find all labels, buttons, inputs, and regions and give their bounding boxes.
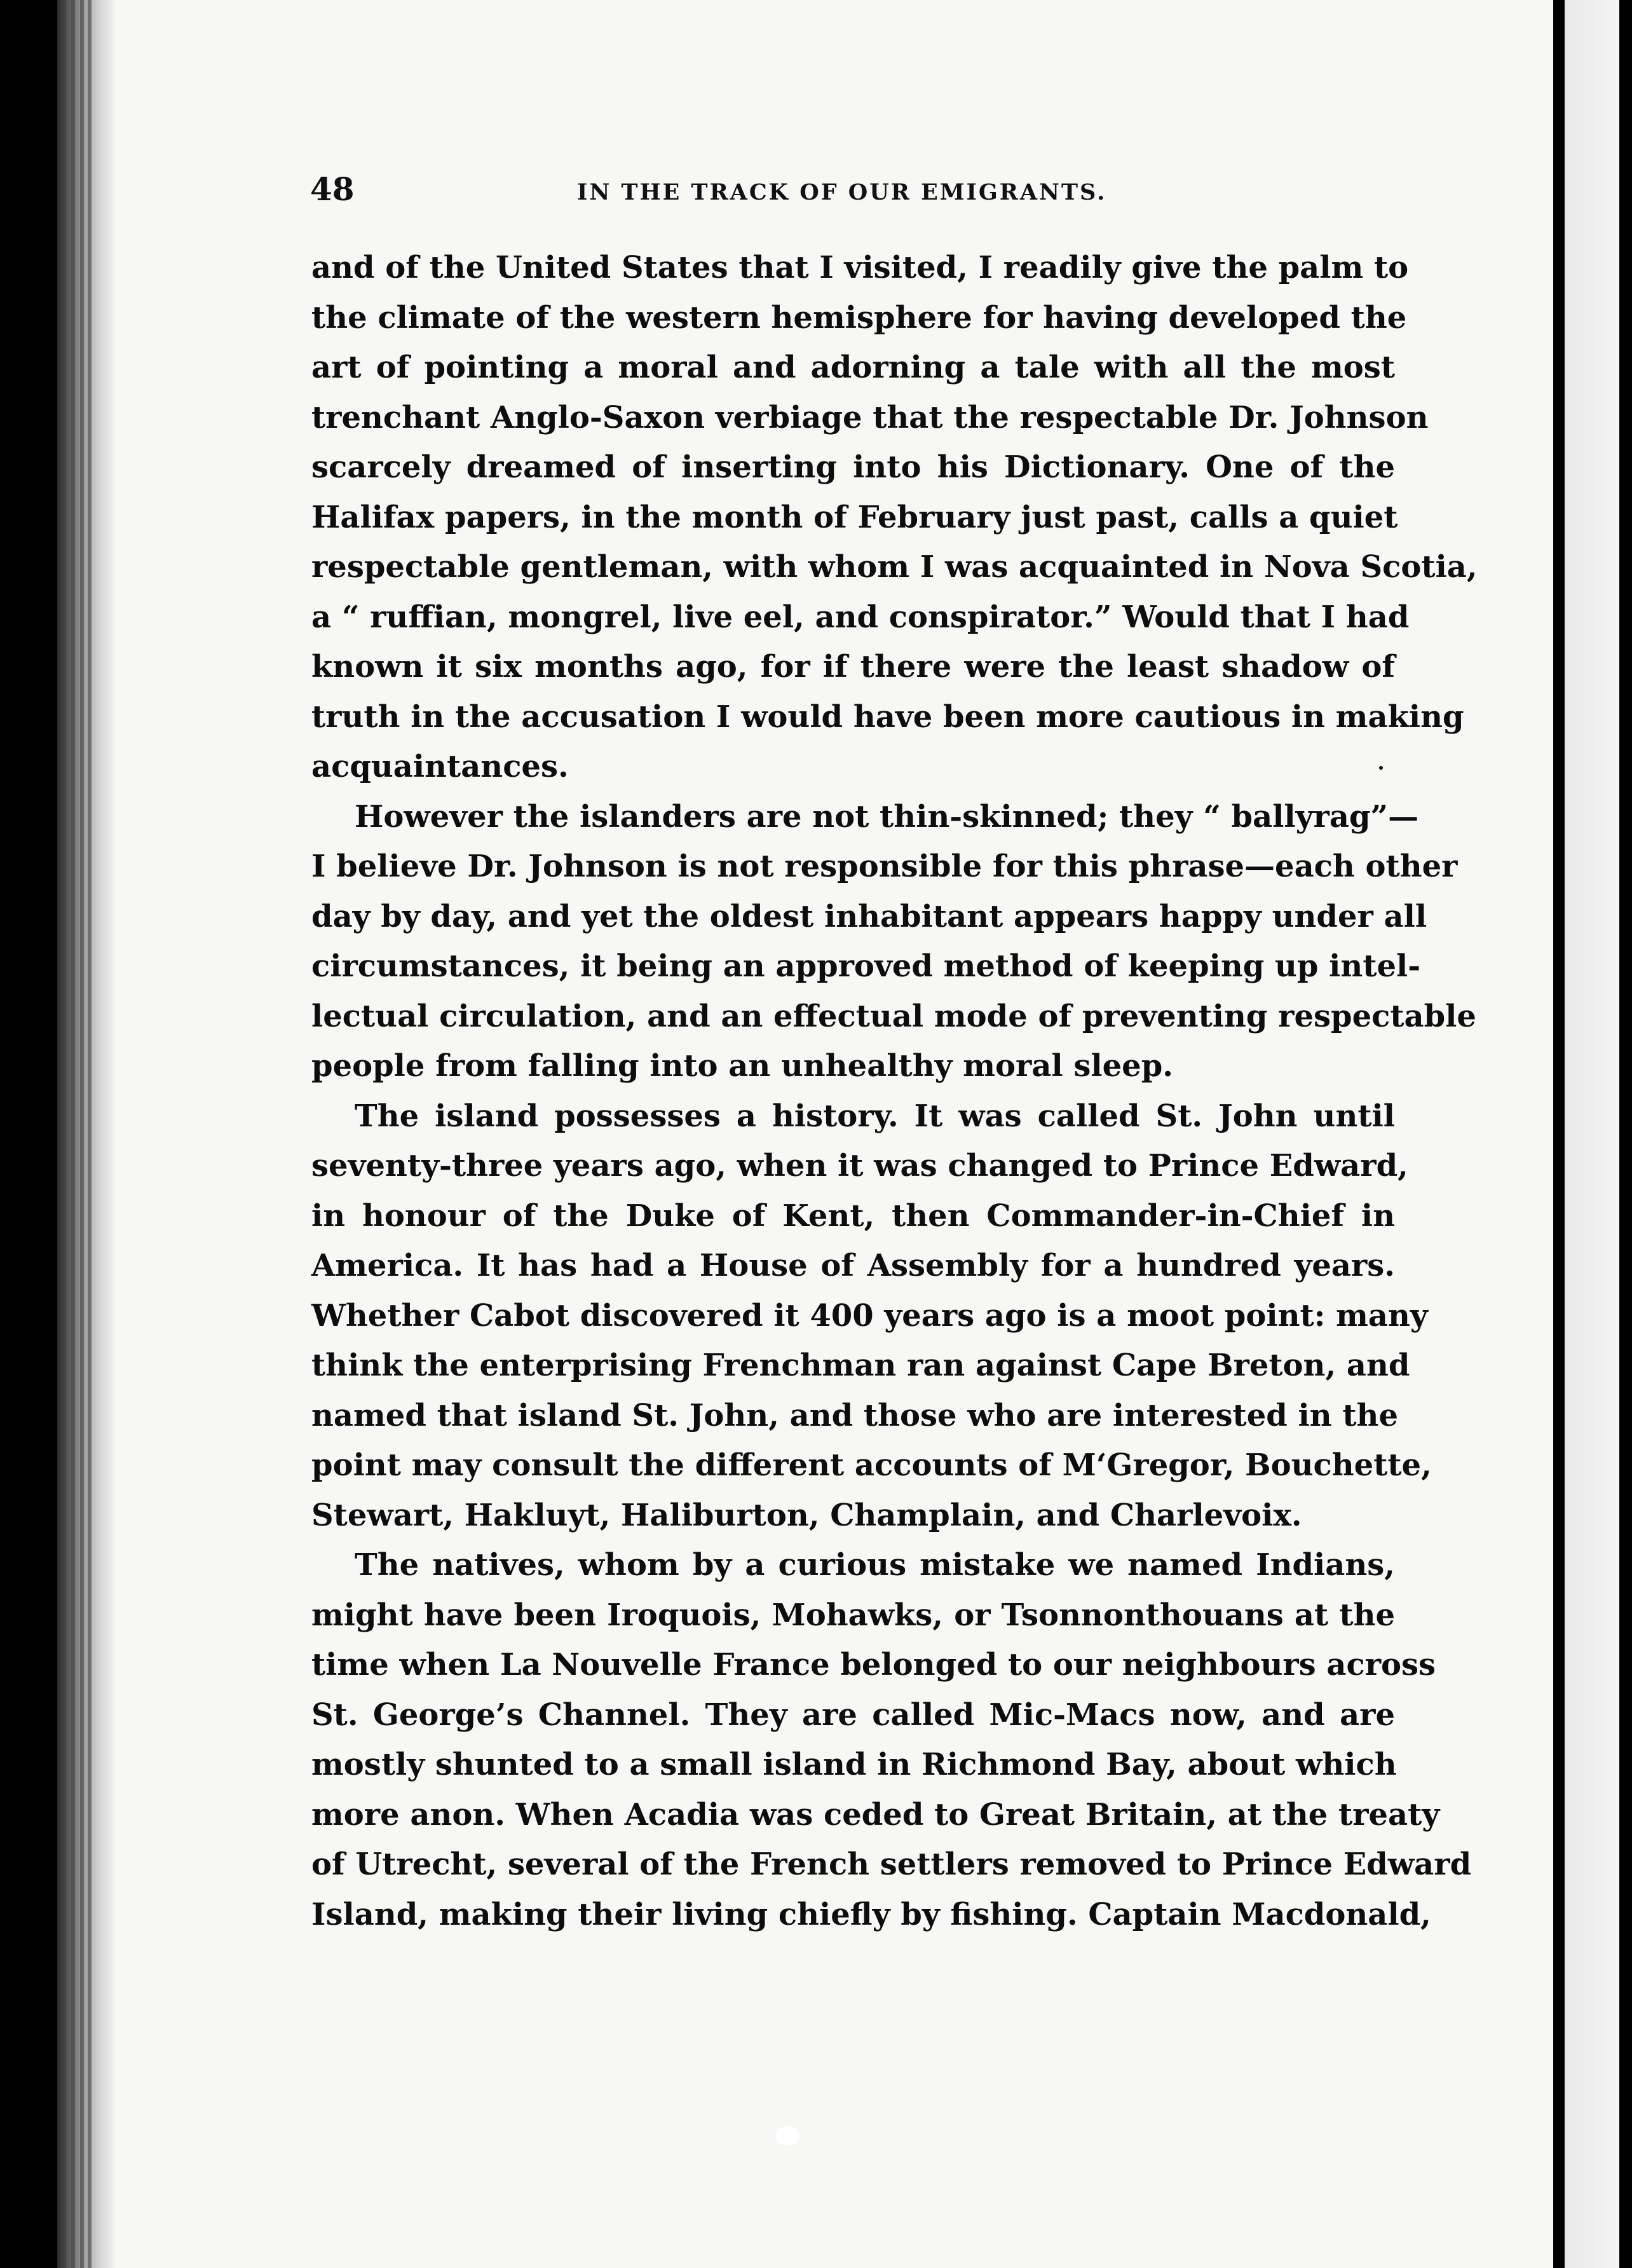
binding-stripe: [80, 0, 84, 2268]
text-line: acquaintances.: [311, 749, 569, 784]
text-line: think the enterprising Frenchman ran against Cape Breton, and: [311, 1348, 1410, 1383]
text-line: The natives, whom by a curious mistake we named Indians,: [355, 1547, 1395, 1583]
binding-stripe: [71, 0, 75, 2268]
text-line: circumstances, it being an approved method of keeping up intel-: [311, 948, 1421, 984]
text-line: known it six months ago, for if there were the least shadow of: [311, 649, 1395, 685]
text-line: art of pointing a moral and adorning a tale with all the most: [311, 350, 1395, 385]
paragraph: [311, 792, 1476, 1091]
text-line: trenchant Anglo-Saxon verbiage that the respectable Dr. Johnson: [311, 399, 1429, 435]
text-line: the climate of the western hemisphere for having developed the: [311, 299, 1407, 336]
text-line: America. It has had a House of Assembly for a hundred years.: [311, 1248, 1395, 1283]
paragraph: [311, 243, 1478, 792]
text-line: more anon. When Acadia was ceded to Great Britain, at the treaty: [311, 1796, 1440, 1833]
text-line: people from falling into an unhealthy moral sleep.: [311, 1048, 1173, 1084]
scan-border-right-gap: [1553, 0, 1565, 2268]
text-line: might have been Iroquois, Mohawks, or Tsonnonthouans at the: [311, 1597, 1395, 1633]
text-line: mostly shunted to a small island in Richmond Bay, about which: [311, 1747, 1397, 1782]
paragraph: [311, 1091, 1432, 1541]
text-line: However the islanders are not thin-skinned; they “ ballyrag”—: [355, 798, 1419, 835]
scan-border-right: [1619, 0, 1632, 2268]
scan-border-left: [0, 0, 57, 2268]
text-line: St. George’s Channel. They are called Mic-Macs now, and are: [311, 1697, 1395, 1733]
text-line: point may consult the different accounts of M‘Gregor, Bouchette,: [311, 1447, 1432, 1483]
text-line: Whether Cabot discovered it 400 years ago is a moot point: many: [311, 1297, 1428, 1334]
text-line: seventy-three years ago, when it was changed to Prince Edward,: [311, 1148, 1408, 1184]
text-line: of Utrecht, several of the French settlers removed to Prince Edward: [311, 1847, 1472, 1882]
text-line: and of the United States that I visited, I readily give the palm to: [311, 250, 1409, 285]
text-line: respectable gentleman, with whom I was acquainted in Nova Scotia,: [311, 549, 1478, 585]
text-line: Halifax papers, in the month of February just past, calls a quiet: [311, 499, 1398, 535]
page-binding-edge: [57, 0, 114, 2268]
text-line: Island, making their living chiefly by fishing. Captain Macdonald,: [311, 1896, 1431, 1932]
running-title: IN THE TRACK OF OUR EMIGRANTS.: [577, 179, 1107, 205]
text-line: lectual circulation, and an effectual mode of preventing respectable: [311, 998, 1476, 1034]
binding-stripe: [88, 0, 92, 2268]
text-line: time when La Nouvelle France belonged to our neighbours across: [311, 1647, 1436, 1683]
text-line: scarcely dreamed of inserting into his Dictionary. One of the: [311, 449, 1395, 485]
paper-blemish: [775, 2126, 799, 2145]
text-line: in honour of the Duke of Kent, then Commander-in-Chief in: [311, 1198, 1395, 1234]
text-line: truth in the accusation I would have been more cautious in making: [311, 699, 1464, 735]
text-line: named that island St. John, and those who are interested in the: [311, 1397, 1398, 1433]
body-text: [311, 243, 1478, 1939]
text-line: day by day, and yet the oldest inhabitant appears happy under all: [311, 898, 1427, 934]
page-number: 48: [310, 170, 355, 208]
adjacent-page-edge: [1565, 0, 1619, 2268]
paragraph: [311, 1540, 1472, 1939]
text-line: I believe Dr. Johnson is not responsible for this phrase—each other: [311, 849, 1458, 884]
binding-stripe: [62, 0, 66, 2268]
page-header: [310, 170, 1398, 208]
text-line: a “ ruffian, mongrel, live eel, and conspirator.” Would that I had: [311, 599, 1410, 635]
text-line: The island possesses a history. It was called St. John until: [355, 1098, 1395, 1134]
text-line: Stewart, Hakluyt, Haliburton, Champlain, and Charlevoix.: [311, 1497, 1302, 1533]
